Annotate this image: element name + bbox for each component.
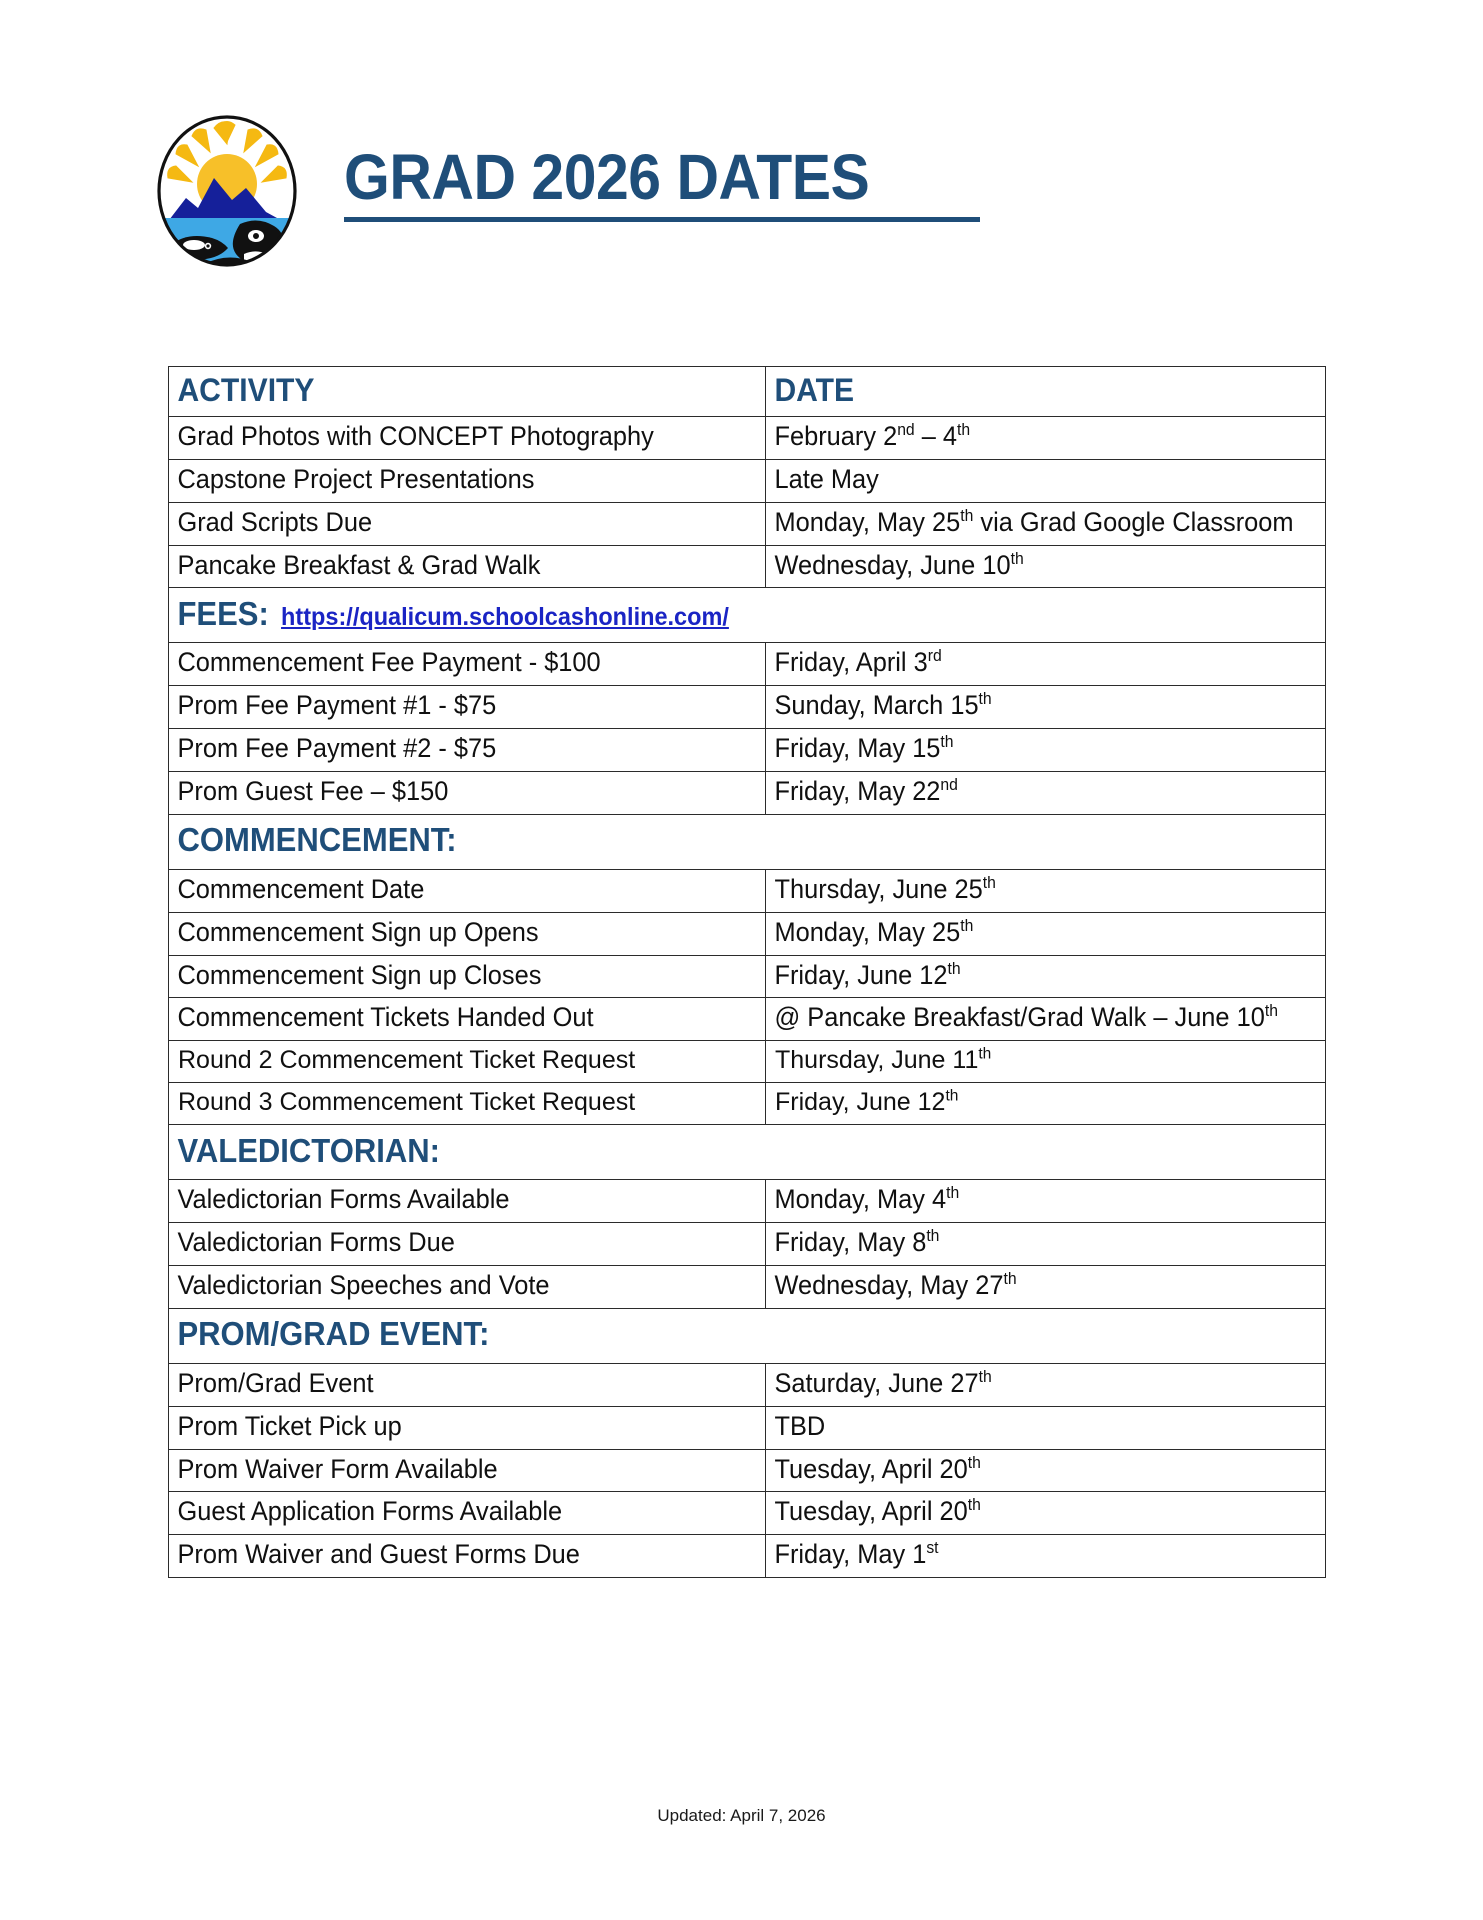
- date-part-main: Friday, June 12: [775, 1088, 946, 1117]
- date-cell: [766, 729, 1326, 772]
- activity-label: Commencement Fee Payment - $100: [177, 647, 601, 678]
- date-ordinal-suffix: rd: [927, 646, 942, 666]
- section-header-row: [169, 1125, 1326, 1180]
- date-cell: [766, 1449, 1326, 1492]
- column-header-date-label: DATE: [774, 371, 855, 408]
- date-ordinal-suffix: nd: [897, 420, 915, 439]
- date-value: [766, 772, 1291, 814]
- activity-cell: [169, 1449, 766, 1492]
- date-cell: [766, 1083, 1326, 1125]
- section-title: VALEDICTORIAN:: [177, 1131, 440, 1169]
- activity-label: Prom Waiver and Guest Forms Due: [177, 1539, 580, 1570]
- date-ordinal-suffix: th: [1003, 1269, 1017, 1289]
- date-cell: [766, 502, 1326, 545]
- date-cell: [766, 1363, 1326, 1406]
- date-value: [766, 1407, 1291, 1449]
- date-part-tail: via Grad Google Classroom: [973, 506, 1294, 537]
- activity-cell: [169, 1535, 766, 1578]
- table-row: [169, 1492, 1326, 1535]
- table-row: [169, 912, 1326, 955]
- date-ordinal-suffix: th: [940, 732, 954, 752]
- date-part-main: Friday, May 8: [774, 1227, 927, 1258]
- date-value: [766, 1180, 1291, 1222]
- activity-cell: [169, 502, 766, 545]
- section-header-row: [169, 1308, 1326, 1363]
- date-value: [766, 1084, 1325, 1124]
- date-part-main: Friday, May 22: [774, 776, 941, 807]
- activity-label: Prom/Grad Event: [177, 1367, 374, 1398]
- column-header-activity-label: ACTIVITY: [177, 371, 315, 408]
- activity-cell: [169, 1223, 766, 1266]
- date-part-main: Friday, June 12: [774, 959, 948, 990]
- date-ordinal-suffix: th: [960, 915, 974, 935]
- date-ordinal-suffix: th: [1010, 548, 1024, 568]
- school-district-crest-logo: [148, 112, 306, 270]
- date-ordinal-suffix: th: [947, 958, 961, 978]
- activity-cell: [169, 417, 766, 460]
- date-ordinal-suffix: st: [926, 1538, 939, 1558]
- date-value: [766, 913, 1291, 955]
- activity-label: Prom Waiver Form Available: [177, 1453, 498, 1484]
- activity-cell: [169, 1363, 766, 1406]
- table-row: [169, 459, 1326, 502]
- activity-label: Round 2 Commencement Ticket Request: [178, 1046, 636, 1075]
- activity-cell: [169, 729, 766, 772]
- activity-label: Capstone Project Presentations: [177, 463, 535, 494]
- date-ordinal-suffix: th: [967, 1495, 981, 1515]
- table-row: [169, 998, 1326, 1041]
- date-value: [766, 460, 1291, 502]
- table-row: [169, 1406, 1326, 1449]
- activity-label: Prom Fee Payment #1 - $75: [177, 690, 497, 721]
- date-cell: [766, 1492, 1326, 1535]
- activity-cell: [169, 643, 766, 686]
- table-row: [169, 643, 1326, 686]
- date-part-main: Monday, May 25: [774, 916, 961, 947]
- date-cell: [766, 545, 1326, 588]
- table-row: [169, 1449, 1326, 1492]
- date-ordinal-suffix: th: [978, 1366, 992, 1386]
- table-row: [169, 1266, 1326, 1309]
- date-cell: [766, 1266, 1326, 1309]
- date-value: [766, 503, 1294, 545]
- date-part-main: @ Pancake Breakfast/Grad Walk – June 10: [774, 1002, 1265, 1033]
- table-row: [169, 1535, 1326, 1578]
- date-cell: [766, 1406, 1326, 1449]
- activity-label: Commencement Sign up Opens: [177, 916, 539, 947]
- date-value: [766, 643, 1291, 685]
- section-header-row: [169, 814, 1326, 869]
- date-part-main: Wednesday, May 27: [774, 1270, 1004, 1301]
- activity-label: Grad Scripts Due: [177, 506, 373, 537]
- date-value: [766, 1450, 1291, 1492]
- activity-label: Valedictorian Forms Due: [177, 1227, 455, 1258]
- activity-cell: [169, 912, 766, 955]
- table-row: [169, 729, 1326, 772]
- date-part-main: February 2: [774, 421, 898, 451]
- date-ordinal-suffix: nd: [940, 775, 958, 795]
- date-part-main: Wednesday, June 10: [774, 549, 1011, 580]
- date-value: [766, 686, 1291, 728]
- date-cell: [766, 417, 1326, 460]
- activity-label: Grad Photos with CONCEPT Photography: [177, 421, 654, 451]
- activity-label: Commencement Tickets Handed Out: [177, 1002, 594, 1033]
- updated-footer: Updated: April 7, 2026: [657, 1806, 826, 1825]
- date-cell: [766, 869, 1326, 912]
- date-value: [766, 1492, 1291, 1534]
- activity-cell: [169, 1180, 766, 1223]
- table-header-row: [169, 367, 1326, 417]
- activity-label: Prom Ticket Pick up: [177, 1410, 402, 1441]
- date-part-main: Tuesday, April 20: [774, 1496, 968, 1527]
- page-title: GRAD 2026 DATES: [344, 141, 870, 213]
- table-row: [169, 1041, 1326, 1083]
- table-row: [169, 1363, 1326, 1406]
- date-value: [766, 870, 1291, 912]
- date-ordinal-suffix: th: [982, 872, 996, 892]
- date-value: [766, 998, 1291, 1040]
- activity-cell: [169, 998, 766, 1041]
- date-ordinal-suffix: th: [960, 505, 974, 525]
- activity-label: Valedictorian Speeches and Vote: [177, 1270, 550, 1301]
- date-ordinal-suffix: th: [978, 689, 992, 709]
- activity-cell: [169, 869, 766, 912]
- date-cell: [766, 1535, 1326, 1578]
- activity-cell: [169, 545, 766, 588]
- column-header-date: [766, 367, 1326, 417]
- table-row: [169, 417, 1326, 460]
- table-row: [169, 686, 1326, 729]
- date-cell: [766, 1041, 1326, 1083]
- section-header-cell: [169, 1125, 1326, 1180]
- date-cell: [766, 772, 1326, 815]
- table-row: [169, 502, 1326, 545]
- section-header-cell: [169, 588, 1326, 643]
- date-cell: [766, 686, 1326, 729]
- activity-cell: [169, 772, 766, 815]
- date-value: [766, 1535, 1291, 1577]
- section-header-cell: [169, 814, 1326, 869]
- activity-label: Commencement Sign up Closes: [177, 959, 542, 990]
- section-header-content: [169, 817, 1256, 866]
- date-cell: [766, 1180, 1326, 1223]
- date-part-main: Friday, May 1: [774, 1539, 927, 1570]
- activity-cell: [169, 1492, 766, 1535]
- date-part-main: Sunday, March 15: [774, 690, 979, 721]
- section-title: COMMENCEMENT:: [177, 821, 457, 859]
- activity-cell: [169, 1406, 766, 1449]
- activity-cell: [169, 1083, 766, 1125]
- date-cell: [766, 643, 1326, 686]
- table-row: [169, 1180, 1326, 1223]
- activity-cell: [169, 955, 766, 998]
- section-header-content: [169, 1128, 1256, 1177]
- section-header-row: [169, 588, 1326, 643]
- date-part-main: Saturday, June 27: [774, 1367, 979, 1398]
- section-title: FEES:: [177, 594, 269, 632]
- grad-dates-table: [168, 366, 1326, 1578]
- date-value: [766, 956, 1291, 998]
- activity-cell: [169, 686, 766, 729]
- column-header-activity: [169, 367, 766, 417]
- date-cell: [766, 912, 1326, 955]
- table-row: [169, 1223, 1326, 1266]
- date-part-main: Thursday, June 25: [774, 873, 983, 904]
- date-part-main: Late May: [774, 463, 879, 494]
- date-part-main: Thursday, June 11: [775, 1046, 979, 1075]
- activity-label: Pancake Breakfast & Grad Walk: [177, 549, 541, 580]
- document-header: [148, 112, 1328, 282]
- date-part-mid: – 4: [914, 421, 958, 451]
- activity-label: Prom Fee Payment #2 - $75: [177, 733, 497, 764]
- activity-label: Prom Guest Fee – $150: [177, 776, 449, 807]
- activity-cell: [169, 1266, 766, 1309]
- table-row: [169, 772, 1326, 815]
- date-cell: [766, 459, 1326, 502]
- date-value: [766, 729, 1291, 771]
- date-ordinal-suffix: th: [1264, 1001, 1278, 1021]
- date-part-main: Friday, April 3: [774, 647, 928, 678]
- date-ordinal-suffix: th: [945, 1087, 959, 1105]
- activity-cell: [169, 1041, 766, 1083]
- activity-cell: [169, 459, 766, 502]
- activity-label: Valedictorian Forms Available: [177, 1184, 510, 1215]
- date-value: [766, 1266, 1291, 1308]
- section-header-cell: [169, 1308, 1326, 1363]
- title-underline: [344, 217, 980, 222]
- activity-label: Commencement Date: [177, 873, 425, 904]
- date-value: [766, 1364, 1291, 1406]
- date-ordinal-suffix: th: [946, 1183, 960, 1203]
- date-value: [766, 1042, 1325, 1082]
- date-value: [766, 546, 1291, 588]
- date-cell: [766, 1223, 1326, 1266]
- table-row: [169, 545, 1326, 588]
- school-cash-online-link[interactable]: https://qualicum.schoolcashonline.com/: [281, 602, 729, 631]
- date-ordinal-suffix-2: th: [957, 420, 971, 439]
- table-row: [169, 1083, 1326, 1125]
- date-cell: [766, 955, 1326, 998]
- date-value: [766, 417, 1291, 459]
- date-ordinal-suffix: th: [978, 1045, 992, 1063]
- date-part-main: Tuesday, April 20: [774, 1453, 968, 1484]
- table-row: [169, 955, 1326, 998]
- table-row: [169, 869, 1326, 912]
- date-value: [766, 1223, 1291, 1265]
- date-ordinal-suffix: th: [926, 1226, 940, 1246]
- date-part-main: TBD: [774, 1410, 826, 1441]
- section-header-content: [169, 1311, 1256, 1360]
- date-part-main: Monday, May 25: [774, 506, 961, 537]
- title-block: [344, 141, 1224, 222]
- date-part-main: Monday, May 4: [774, 1184, 947, 1215]
- date-part-main: Friday, May 15: [774, 733, 941, 764]
- date-cell: [766, 998, 1326, 1041]
- section-title: PROM/GRAD EVENT:: [177, 1315, 490, 1353]
- date-ordinal-suffix: th: [967, 1452, 981, 1472]
- activity-label: Guest Application Forms Available: [177, 1496, 563, 1527]
- section-header-content: [169, 591, 1256, 640]
- activity-label: Round 3 Commencement Ticket Request: [178, 1088, 636, 1117]
